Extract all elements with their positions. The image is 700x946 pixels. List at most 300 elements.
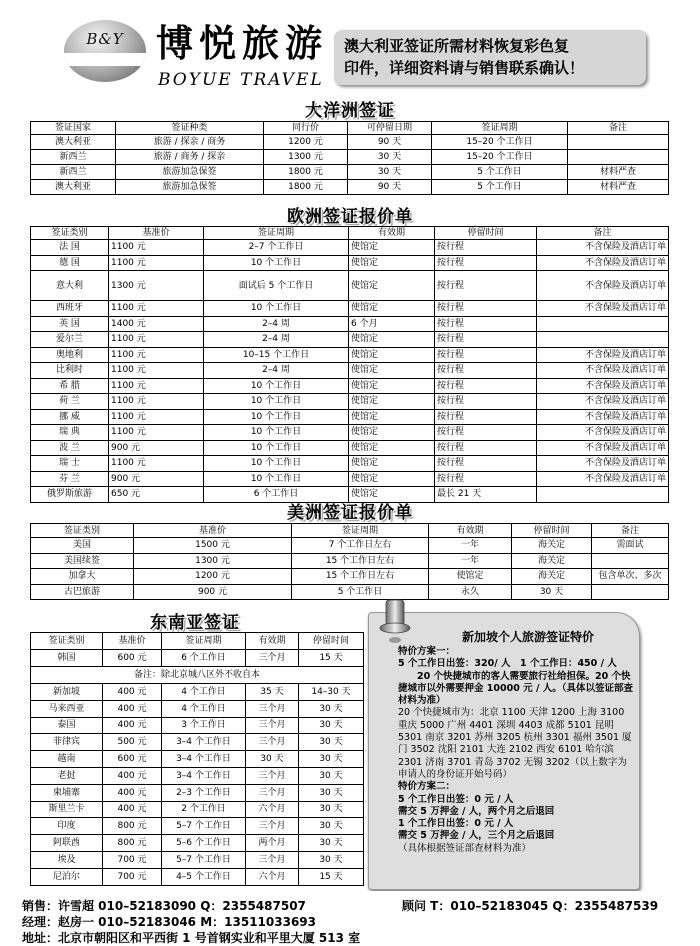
column-header: 可停留日期: [348, 122, 432, 135]
table-cell: 六个月: [246, 801, 299, 818]
table-cell: 斯里兰卡: [31, 801, 103, 818]
column-header: 基准价: [103, 633, 162, 650]
column-header: 有效期: [246, 633, 299, 650]
table-cell: 加拿大: [31, 569, 134, 585]
table-header-row: [31, 524, 669, 538]
table-row: [31, 347, 669, 363]
table-cell: 按行程: [435, 378, 537, 394]
table-cell: 三个月: [246, 767, 299, 784]
table-cell: 5 个工作日: [292, 584, 429, 600]
table-cell: 1100 元: [109, 240, 204, 256]
table-cell: 2–4 周: [204, 316, 349, 332]
table-cell: 500 元: [103, 734, 162, 751]
table-cell: 不含保险及酒店订单: [537, 425, 669, 441]
column-header: 停留时间: [435, 227, 537, 240]
table-cell: 30 天: [348, 150, 432, 165]
table-cell: 新加坡: [31, 684, 103, 701]
table-cell: 5–7 个工作日: [162, 818, 246, 835]
table-cell: 泰国: [31, 717, 103, 734]
table-cell: 韩国: [31, 650, 103, 667]
table-cell: 材料严查: [568, 180, 669, 195]
singapore-line: 需交 5 万押金 / 人，三个月之后退回: [398, 830, 555, 842]
column-header: 签证类别: [31, 633, 103, 650]
column-header: 签证周期: [204, 227, 349, 240]
table-row: [31, 409, 669, 425]
logo: [64, 20, 146, 82]
table-cell: 600 元: [103, 650, 162, 667]
table-cell: 5–7 个工作日: [162, 851, 246, 868]
table-cell: 意大利: [31, 271, 109, 301]
table-cell: 使馆定: [349, 487, 435, 503]
table-row: [31, 135, 669, 150]
table-row: [31, 700, 364, 717]
column-header: 签证种类: [116, 122, 264, 135]
table-cell: 900 元: [109, 471, 204, 487]
table-cell: 700 元: [103, 851, 162, 868]
table-cell: 按行程: [435, 471, 537, 487]
brand-name-cn: 博悦旅游: [156, 21, 328, 65]
notice-line-1: 澳大利亚签证所需材料恢复彩色复: [344, 37, 570, 55]
table-row: [31, 784, 364, 801]
column-header: 基准价: [134, 524, 292, 538]
table-cell: 10 个工作日: [204, 301, 349, 317]
notice-line-2: 印件，详细资料请与销售联系确认！: [344, 59, 585, 77]
table-cell: 35 天: [246, 684, 299, 701]
table-cell: 按行程: [435, 255, 537, 271]
footer-manager: 经理：赵房一 010–52183046 M：13511033693: [22, 915, 316, 929]
singapore-line: 需交 5 万押金 / 人，两个月之后退回: [398, 805, 555, 817]
table-cell: 美国: [31, 538, 134, 554]
table-cell: 使馆定: [349, 425, 435, 441]
table-cell: 30 天: [299, 767, 364, 784]
table-header-row: [31, 227, 669, 240]
singapore-line: 20 个快捷城市的客人需要旅行社给担保。20 个快捷城市以外需要押金 10000 元 / 人。（具体以签证部查材料为准）: [398, 670, 634, 707]
column-header: 签证国家: [31, 122, 116, 135]
table-cell: 3–4 个工作日: [162, 767, 246, 784]
table-cell: 700 元: [103, 868, 162, 885]
table-cell: 使馆定: [349, 271, 435, 301]
table-cell: 不含保险及酒店订单: [537, 378, 669, 394]
table-cell: 10 个工作日: [204, 440, 349, 456]
table-cell: 按行程: [435, 271, 537, 301]
table-cell: 三个月: [246, 717, 299, 734]
table-cell: 1100 元: [109, 456, 204, 472]
table-row: [31, 363, 669, 379]
europe-title: 欧洲签证报价单: [287, 207, 413, 227]
table-cell: 30 天: [512, 584, 592, 600]
table-cell: 海关定: [512, 553, 592, 569]
table-cell: 不含保险及酒店订单: [537, 255, 669, 271]
table-row: [31, 255, 669, 271]
table-row: [31, 835, 364, 852]
table-cell: 800 元: [103, 818, 162, 835]
column-header: 签证类别: [31, 524, 134, 538]
table-cell: 按行程: [435, 301, 537, 317]
table-cell: 6 个工作日: [204, 487, 349, 503]
table-cell: 650 元: [109, 487, 204, 503]
table-cell: 按行程: [435, 425, 537, 441]
column-header: 签证周期: [292, 524, 429, 538]
america-table: [30, 523, 669, 600]
column-header: 停留时间: [512, 524, 592, 538]
table-cell: [537, 316, 669, 332]
table-cell: 1300 元: [109, 271, 204, 301]
table-cell: 三个月: [246, 851, 299, 868]
table-cell: 400 元: [103, 684, 162, 701]
table-cell: 15 天: [299, 868, 364, 885]
table-cell: 4 个工作日: [162, 700, 246, 717]
table-cell: 1100 元: [109, 332, 204, 348]
table-cell: [568, 135, 669, 150]
table-cell: 西班牙: [31, 301, 109, 317]
table-cell: 使馆定: [349, 471, 435, 487]
table-cell: 不含保险及酒店订单: [537, 456, 669, 472]
table-cell: 按行程: [435, 363, 537, 379]
table-row: [31, 425, 669, 441]
table-note-row: [31, 667, 364, 684]
singapore-line: 5 个工作日出签：320/ 人 1 个工作日：450 / 人: [398, 658, 617, 670]
logo-text: B&Y: [86, 30, 124, 48]
table-cell: 2–3 个工作日: [162, 784, 246, 801]
table-cell: 旅游加急保签: [116, 180, 264, 195]
table-cell: 3–4 个工作日: [162, 734, 246, 751]
table-cell: 1100 元: [109, 255, 204, 271]
table-cell: 使馆定: [349, 456, 435, 472]
table-cell: 两个月: [246, 835, 299, 852]
table-cell: 不含保险及酒店订单: [537, 271, 669, 301]
table-cell: 面试后 5 个工作日: [204, 271, 349, 301]
table-cell: 需面试: [592, 538, 669, 554]
table-cell: 三个月: [246, 700, 299, 717]
notice-box: [334, 30, 646, 85]
table-cell: 希 腊: [31, 378, 109, 394]
table-cell: 14–30 天: [299, 684, 364, 701]
table-cell: 德 国: [31, 255, 109, 271]
singapore-line: 5 个工作日出签：0 元 / 人: [398, 793, 514, 805]
table-cell: 按行程: [435, 332, 537, 348]
table-cell: 5 个工作日: [432, 165, 568, 180]
table-cell: 4–5 个工作日: [162, 868, 246, 885]
table-cell: 最长 21 天: [435, 487, 537, 503]
table-cell: 爱尔兰: [31, 332, 109, 348]
table-cell: 90 天: [348, 135, 432, 150]
table-row: [31, 767, 364, 784]
table-cell: 瑞 典: [31, 425, 109, 441]
table-note: 备注：除北京城八区外不收自本: [31, 667, 364, 684]
table-cell: 马来西亚: [31, 700, 103, 717]
table-cell: 2–7 个工作日: [204, 240, 349, 256]
table-cell: 15 个工作日左右: [292, 553, 429, 569]
table-cell: 荷 兰: [31, 394, 109, 410]
table-cell: 埃及: [31, 851, 103, 868]
table-cell: 1100 元: [109, 409, 204, 425]
table-row: [31, 271, 669, 301]
table-cell: 10 个工作日: [204, 471, 349, 487]
table-cell: 1100 元: [109, 394, 204, 410]
table-cell: 挪 威: [31, 409, 109, 425]
table-cell: 30 天: [299, 784, 364, 801]
table-cell: 10 个工作日: [204, 409, 349, 425]
table-cell: 3–4 个工作日: [162, 751, 246, 768]
table-cell: 400 元: [103, 801, 162, 818]
table-cell: 按行程: [435, 347, 537, 363]
table-cell: 瑞 士: [31, 456, 109, 472]
table-cell: 1500 元: [134, 538, 292, 554]
table-row: [31, 538, 669, 554]
table-cell: 30 天: [299, 717, 364, 734]
table-cell: 30 天: [299, 751, 364, 768]
footer-sales: 销售：许雪超 010–52183090 Q：2355487507: [22, 899, 306, 913]
table-cell: 奥地利: [31, 347, 109, 363]
table-cell: 1100 元: [109, 378, 204, 394]
table-cell: 柬埔寨: [31, 784, 103, 801]
table-cell: [537, 332, 669, 348]
table-cell: 15 个工作日左右: [292, 569, 429, 585]
table-row: [31, 301, 669, 317]
table-cell: [592, 584, 669, 600]
table-cell: [592, 553, 669, 569]
table-cell: 使馆定: [349, 347, 435, 363]
table-cell: 比利时: [31, 363, 109, 379]
table-cell: 使馆定: [349, 363, 435, 379]
table-cell: 阿联酋: [31, 835, 103, 852]
table-row: [31, 553, 669, 569]
table-cell: 越南: [31, 751, 103, 768]
table-cell: 10 个工作日: [204, 378, 349, 394]
sea-table: [30, 632, 364, 886]
table-cell: 使馆定: [349, 394, 435, 410]
table-cell: 2–4 周: [204, 363, 349, 379]
singapore-line: 特价方案二：: [398, 781, 456, 793]
table-cell: 1800 元: [264, 180, 348, 195]
table-cell: 使馆定: [349, 378, 435, 394]
table-cell: 使馆定: [349, 409, 435, 425]
table-cell: 10 个工作日: [204, 394, 349, 410]
table-cell: 三个月: [246, 818, 299, 835]
table-cell: 美国续签: [31, 553, 134, 569]
table-cell: 按行程: [435, 316, 537, 332]
table-row: [31, 440, 669, 456]
table-cell: 三个月: [246, 650, 299, 667]
table-cell: 按行程: [435, 394, 537, 410]
table-cell: 30 天: [299, 851, 364, 868]
oceania-title: 大洋洲签证: [305, 101, 395, 121]
table-cell: 一年: [429, 553, 512, 569]
singapore-line: 特价方案一：: [398, 646, 456, 657]
table-row: [31, 316, 669, 332]
table-row: [31, 868, 364, 885]
table-row: [31, 851, 364, 868]
table-cell: 新西兰: [31, 150, 116, 165]
table-cell: 永久: [429, 584, 512, 600]
table-cell: 按行程: [435, 456, 537, 472]
table-row: [31, 150, 669, 165]
table-cell: 按行程: [435, 409, 537, 425]
table-cell: 菲律宾: [31, 734, 103, 751]
table-cell: [568, 150, 669, 165]
table-cell: 1300 元: [134, 553, 292, 569]
brand-name-en: BOYUE TRAVEL: [158, 70, 324, 90]
table-cell: 按行程: [435, 440, 537, 456]
table-cell: 按行程: [435, 240, 537, 256]
table-row: [31, 734, 364, 751]
singapore-offer-title: 新加坡个人旅游签证特价: [461, 630, 594, 644]
table-row: [31, 180, 669, 195]
column-header: 签证类别: [31, 227, 109, 240]
table-row: [31, 394, 669, 410]
table-cell: 芬 兰: [31, 471, 109, 487]
table-cell: 不含保险及酒店订单: [537, 409, 669, 425]
table-cell: 5 个工作日: [432, 180, 568, 195]
table-cell: 尼泊尔: [31, 868, 103, 885]
singapore-line: 1 个工作日出签：0 元 / 人: [398, 818, 514, 830]
table-cell: 使馆定: [349, 440, 435, 456]
column-header: 同行价: [264, 122, 348, 135]
table-cell: 1100 元: [109, 363, 204, 379]
europe-table: [30, 226, 669, 503]
table-row: [31, 165, 669, 180]
table-row: [31, 801, 364, 818]
table-cell: 一年: [429, 538, 512, 554]
america-title: 美洲签证报价单: [287, 503, 413, 523]
table-cell: 90 天: [348, 180, 432, 195]
column-header: 有效期: [429, 524, 512, 538]
table-cell: 3 个工作日: [162, 717, 246, 734]
column-header: 备注: [568, 122, 669, 135]
oceania-table: [30, 121, 669, 195]
table-cell: 400 元: [103, 700, 162, 717]
table-row: [31, 240, 669, 256]
footer-address: 地址：北京市朝阳区和平西街 1 号首钢实业和平里大厦 513 室: [22, 931, 361, 945]
column-header: 基准价: [109, 227, 204, 240]
table-cell: 不含保险及酒店订单: [537, 440, 669, 456]
table-cell: 使馆定: [349, 240, 435, 256]
sea-title: 东南亚签证: [150, 613, 240, 633]
table-cell: 不含保险及酒店订单: [537, 240, 669, 256]
table-cell: 900 元: [134, 584, 292, 600]
table-cell: 不含保险及酒店订单: [537, 301, 669, 317]
column-header: 签证周期: [162, 633, 246, 650]
table-cell: 30 天: [299, 801, 364, 818]
table-cell: 1800 元: [264, 165, 348, 180]
table-cell: 2–4 周: [204, 332, 349, 348]
table-cell: 15 天: [299, 650, 364, 667]
table-cell: 不含保险及酒店订单: [537, 394, 669, 410]
table-cell: 旅游加急保签: [116, 165, 264, 180]
singapore-offer-body: [398, 646, 634, 855]
table-cell: 六个月: [246, 868, 299, 885]
column-header: 签证周期: [432, 122, 568, 135]
table-cell: 包含单次、多次: [592, 569, 669, 585]
table-header-row: [31, 633, 364, 650]
table-cell: 400 元: [103, 767, 162, 784]
table-cell: 1300 元: [264, 150, 348, 165]
table-cell: 1200 元: [134, 569, 292, 585]
table-cell: 1400 元: [109, 316, 204, 332]
table-cell: 15–20 个工作日: [432, 150, 568, 165]
table-row: [31, 456, 669, 472]
table-cell: 30 天: [299, 700, 364, 717]
table-cell: 1100 元: [109, 301, 204, 317]
table-cell: 10–15 个工作日: [204, 347, 349, 363]
table-cell: 海关定: [512, 538, 592, 554]
table-cell: 海关定: [512, 569, 592, 585]
table-cell: 6 个工作日: [162, 650, 246, 667]
table-row: [31, 818, 364, 835]
table-cell: 材料严查: [568, 165, 669, 180]
table-cell: 2 个工作日: [162, 801, 246, 818]
table-cell: 900 元: [109, 440, 204, 456]
table-cell: 10 个工作日: [204, 425, 349, 441]
table-cell: 英 国: [31, 316, 109, 332]
table-cell: 法 国: [31, 240, 109, 256]
column-header: 有效期: [349, 227, 435, 240]
table-cell: 俄罗斯旅游: [31, 487, 109, 503]
table-cell: 4 个工作日: [162, 684, 246, 701]
table-row: [31, 584, 669, 600]
table-cell: 印度: [31, 818, 103, 835]
table-cell: 15–20 个工作日: [432, 135, 568, 150]
table-cell: 三个月: [246, 784, 299, 801]
table-cell: 新西兰: [31, 165, 116, 180]
table-cell: 不含保险及酒店订单: [537, 347, 669, 363]
table-cell: 7 个工作日左右: [292, 538, 429, 554]
table-cell: 6 个月: [349, 316, 435, 332]
table-row: [31, 471, 669, 487]
table-cell: 5–6 个工作日: [162, 835, 246, 852]
table-cell: 澳大利亚: [31, 135, 116, 150]
table-cell: 不含保险及酒店订单: [537, 363, 669, 379]
column-header: 备注: [592, 524, 669, 538]
table-cell: 400 元: [103, 784, 162, 801]
footer-advisor: 顾问 T：010–52183045 Q：2355487539: [402, 899, 659, 913]
table-cell: 30 天: [299, 818, 364, 835]
table-cell: 三个月: [246, 734, 299, 751]
table-cell: 800 元: [103, 835, 162, 852]
table-row: [31, 717, 364, 734]
table-cell: 30 天: [246, 751, 299, 768]
table-cell: 旅游 / 商务 / 探亲: [116, 150, 264, 165]
table-cell: 1200 元: [264, 135, 348, 150]
table-cell: 旅游 / 探亲 / 商务: [116, 135, 264, 150]
table-cell: 1100 元: [109, 347, 204, 363]
table-cell: 使馆定: [349, 301, 435, 317]
table-cell: 30 天: [299, 835, 364, 852]
table-row: [31, 378, 669, 394]
table-cell: 10 个工作日: [204, 456, 349, 472]
table-row: [31, 569, 669, 585]
table-cell: 澳大利亚: [31, 180, 116, 195]
table-cell: 波 兰: [31, 440, 109, 456]
table-cell: 1100 元: [109, 425, 204, 441]
table-header-row: [31, 122, 669, 135]
table-cell: 使馆定: [349, 255, 435, 271]
column-header: 停留时间: [299, 633, 364, 650]
table-row: [31, 684, 364, 701]
table-cell: 600 元: [103, 751, 162, 768]
table-row: [31, 751, 364, 768]
table-cell: 30 天: [348, 165, 432, 180]
table-cell: 不含保险及酒店订单: [537, 471, 669, 487]
column-header: 备注: [537, 227, 669, 240]
singapore-line: （具体根据签证部查材料为准）: [398, 842, 532, 854]
table-cell: 400 元: [103, 717, 162, 734]
table-cell: 使馆定: [349, 332, 435, 348]
table-cell: 10 个工作日: [204, 255, 349, 271]
table-cell: 老挝: [31, 767, 103, 784]
table-cell: 古巴旅游: [31, 584, 134, 600]
table-cell: 使馆定: [429, 569, 512, 585]
